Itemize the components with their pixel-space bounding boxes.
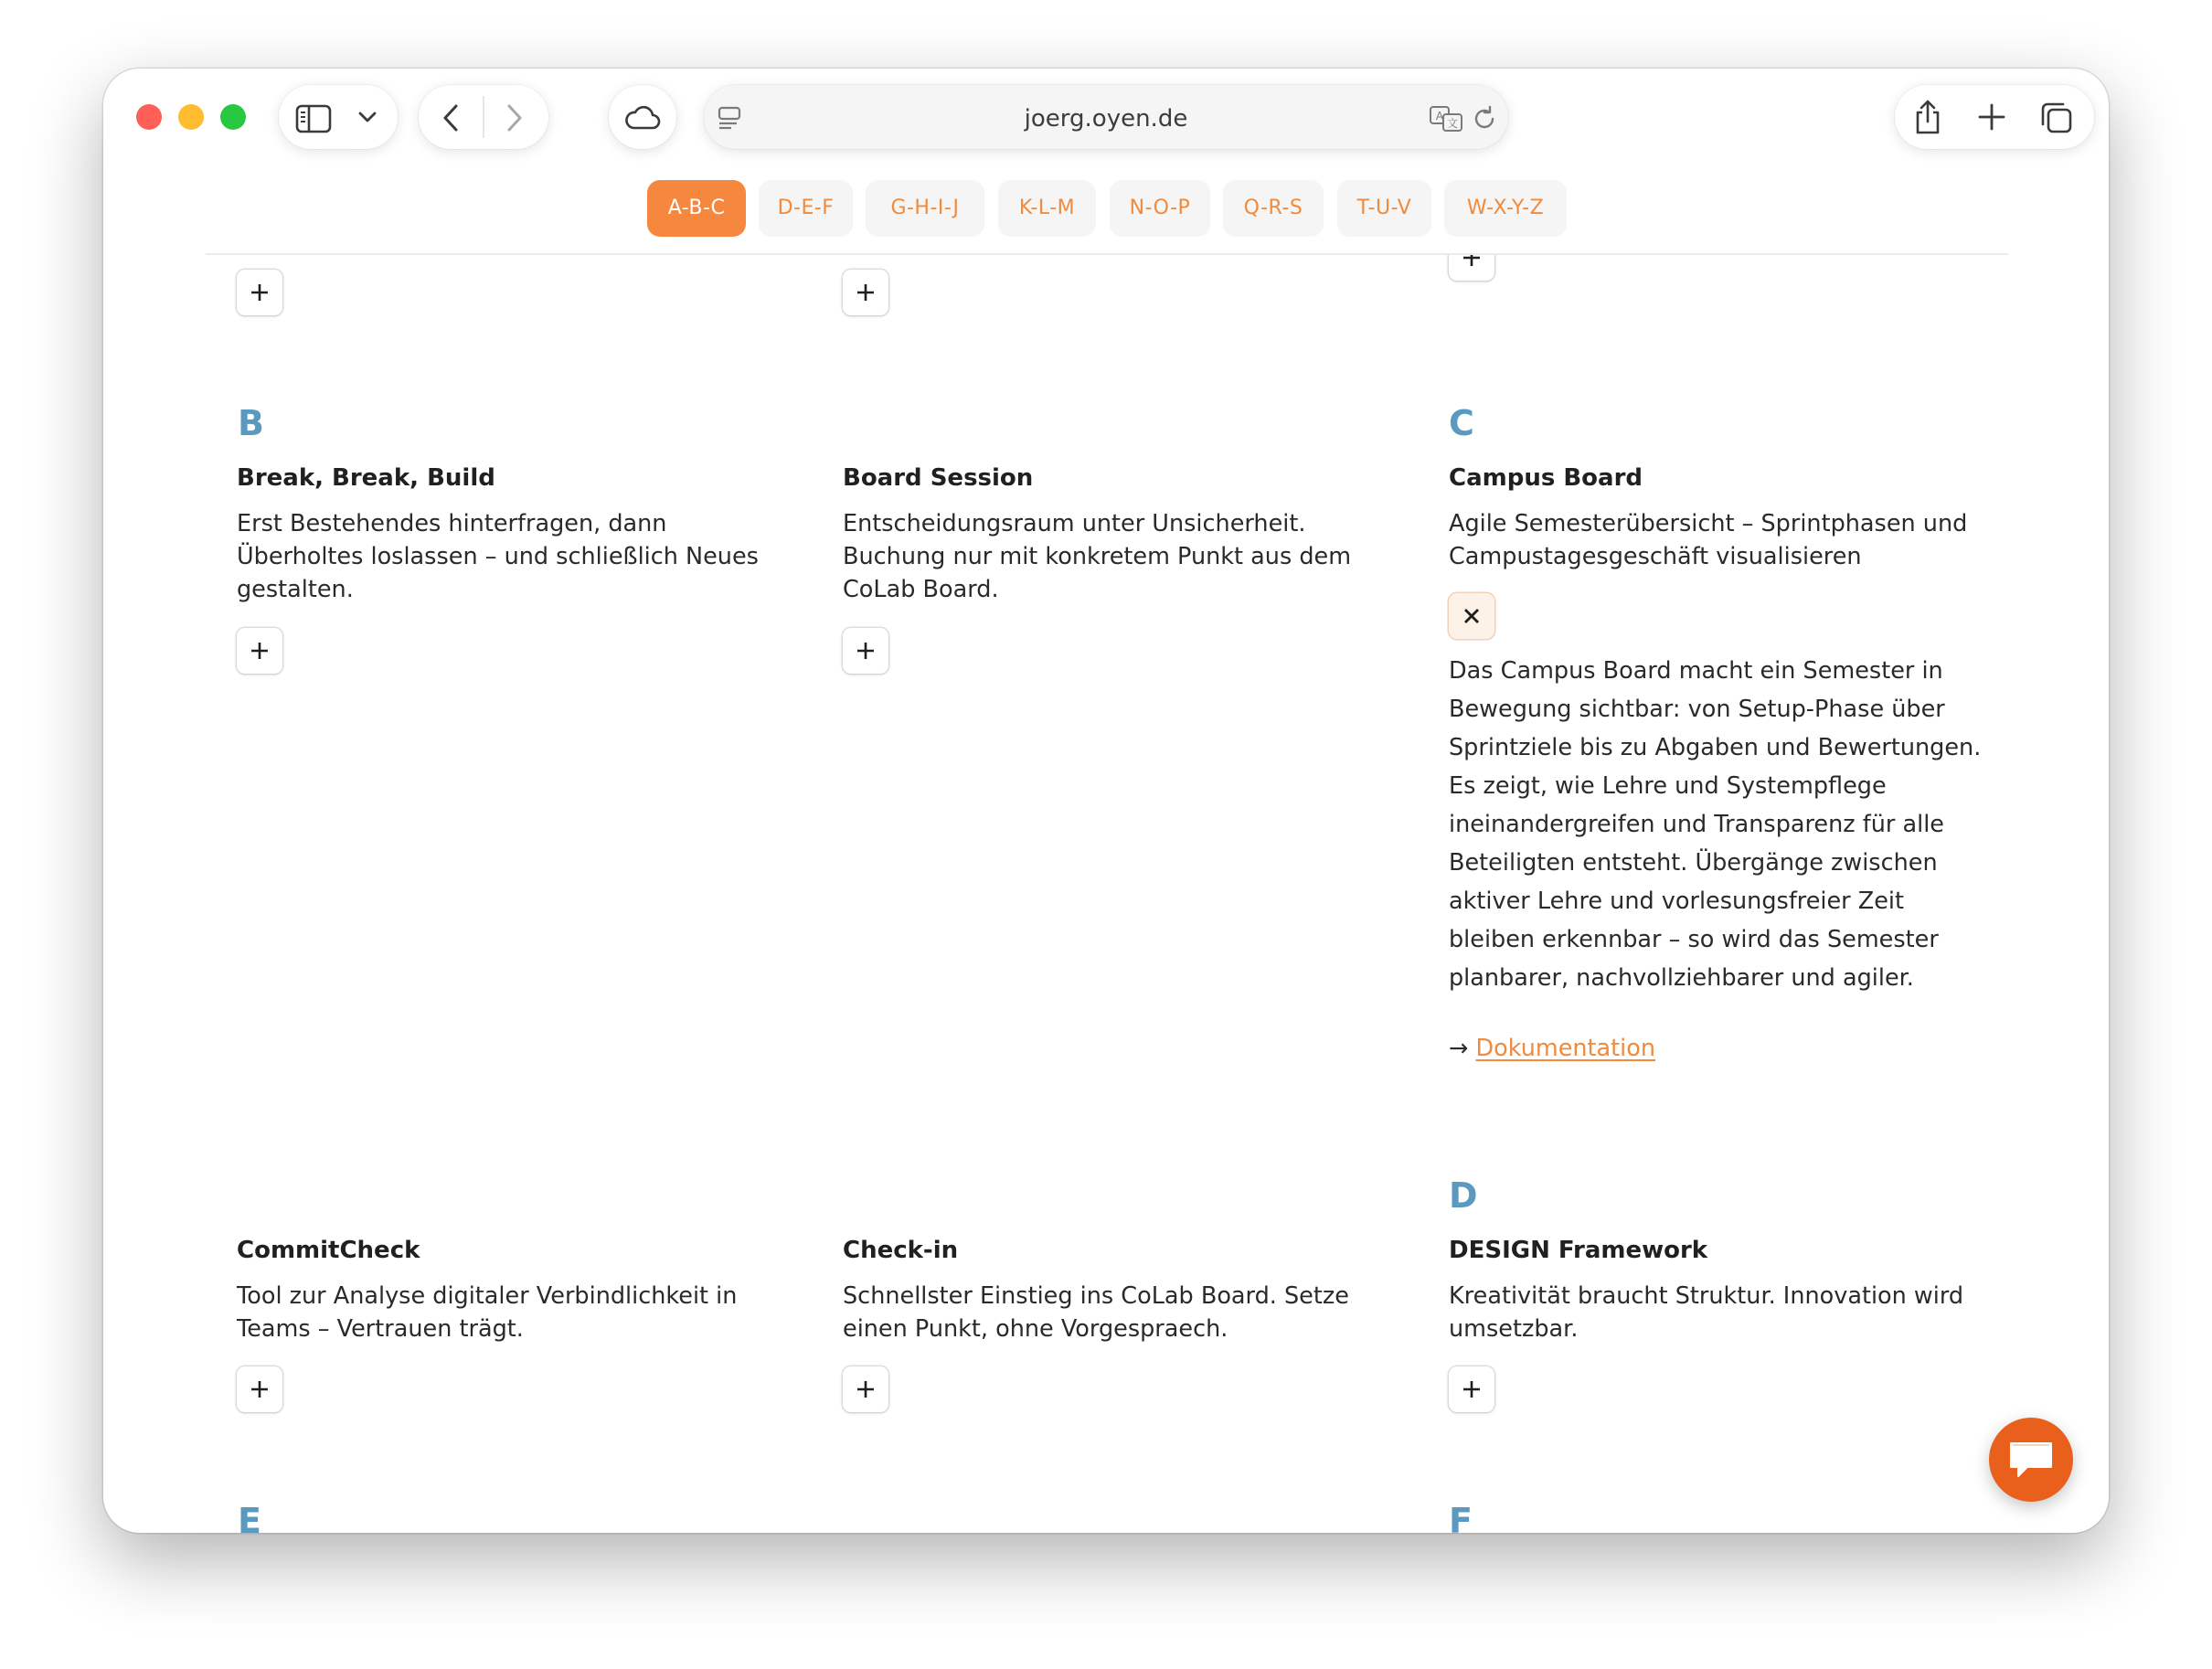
plus-icon (855, 1378, 877, 1400)
expand-button[interactable] (237, 628, 282, 674)
tab-a-b-c[interactable]: A-B-C (647, 180, 746, 237)
entry-title: CommitCheck (237, 1237, 420, 1264)
close-window-button[interactable] (136, 104, 162, 130)
reload-icon[interactable] (1471, 105, 1498, 133)
forward-icon[interactable] (503, 102, 526, 133)
plus-icon (855, 282, 877, 303)
expand-button[interactable] (237, 270, 282, 315)
plus-icon (1461, 1378, 1483, 1400)
chat-icon (2007, 1440, 2055, 1480)
plus-icon (1461, 255, 1483, 269)
tab-n-o-p[interactable]: N-O-P (1110, 180, 1210, 237)
entry-board-session (843, 462, 1382, 606)
url-text[interactable]: joerg.oyen.de (1024, 105, 1188, 133)
minimize-window-button[interactable] (178, 104, 204, 130)
entry-title: Campus Board (1449, 464, 1643, 492)
chevron-down-icon[interactable] (357, 110, 378, 124)
plus-icon (249, 640, 271, 662)
documentation-link[interactable]: Dokumentation (1475, 1035, 1656, 1062)
tabs-icon[interactable] (2039, 101, 2074, 135)
entry-description: Kreativität braucht Struktur. Innovation wird umsetzbar. (1449, 1282, 1964, 1343)
tab-t-u-v[interactable]: T-U-V (1337, 180, 1431, 237)
entry-break-break-build (237, 462, 776, 606)
section-letter-e: E (238, 1501, 261, 1533)
documentation-link-row (1449, 1032, 1655, 1065)
svg-text:文: 文 (1446, 117, 1459, 130)
entry-design-framework (1449, 1234, 1988, 1345)
plus-icon (249, 282, 271, 303)
svg-text:A: A (1435, 110, 1444, 122)
back-icon[interactable] (439, 102, 463, 133)
section-letter-f: F (1449, 1501, 1473, 1533)
nav-separator (483, 96, 484, 138)
tab-g-h-i-j[interactable]: G-H-I-J (866, 180, 984, 237)
expand-button[interactable] (843, 270, 888, 315)
entry-campus-board (1449, 462, 1988, 573)
cloud-icon[interactable] (624, 103, 661, 131)
glossary-content (103, 255, 2109, 1533)
entry-title: Board Session (843, 464, 1034, 492)
expand-button[interactable] (843, 1366, 888, 1412)
campus-board-details: Das Campus Board macht ein Semester in Bewegung sichtbar: von Setup-Phase über Sprintziele bis zu Abgaben und Bewertungen. Es zeigt, wie Lehre und Systempflege ineinandergreifen und Transparenz für alle Beteiligten entsteht. Übergänge zwischen aktiver Lehre und vorlesungsfreier Zeit bleiben erkennbar – so wird das Semester planbarer, nachvollziehbarer und agiler. (1449, 657, 1982, 992)
chat-button[interactable] (1989, 1418, 2073, 1502)
entry-commitcheck (237, 1234, 776, 1345)
section-letter-b: B (238, 403, 264, 443)
share-icon[interactable] (1911, 98, 1944, 136)
expand-button[interactable] (237, 1366, 282, 1412)
entry-description: Tool zur Analyse digitaler Verbindlichkeit in Teams – Vertrauen trägt. (237, 1282, 738, 1343)
translate-icon[interactable] (1429, 105, 1467, 133)
expand-button[interactable] (1449, 255, 1494, 281)
tab-q-r-s[interactable]: Q-R-S (1223, 180, 1324, 237)
tab-k-l-m[interactable]: K-L-M (998, 180, 1096, 237)
entry-description: Agile Semesterübersicht – Sprintphasen und Campustagesgeschäft visualisieren (1449, 510, 1968, 570)
entry-check-in (843, 1234, 1382, 1345)
section-letter-d: D (1449, 1175, 1478, 1216)
collapse-button[interactable] (1449, 593, 1494, 639)
plus-icon (249, 1378, 271, 1400)
sidebar-icon[interactable] (295, 104, 332, 133)
entry-description: Schnellster Einstieg ins CoLab Board. Setze einen Punkt, ohne Vorgespraech. (843, 1282, 1349, 1343)
browser-toolbar (103, 69, 2109, 169)
entry-title: Check-in (843, 1237, 959, 1264)
expand-button[interactable] (843, 628, 888, 674)
entry-description: Entscheidungsraum unter Unsicherheit. Buchung nur mit konkretem Punkt aus dem CoLab Board. (843, 510, 1352, 603)
section-letter-c: C (1449, 403, 1474, 443)
browser-window (103, 69, 2109, 1533)
entry-description: Erst Bestehendes hinterfragen, dann Überholtes loslassen – und schließlich Neues gestalten. (237, 510, 759, 603)
close-icon (1462, 606, 1482, 626)
tab-d-e-f[interactable]: D-E-F (759, 180, 853, 237)
arrow-right-icon: → (1449, 1035, 1469, 1062)
entry-title: DESIGN Framework (1449, 1237, 1708, 1264)
expand-button[interactable] (1449, 1366, 1494, 1412)
plus-icon[interactable] (1977, 102, 2006, 132)
zoom-window-button[interactable] (220, 104, 246, 130)
entry-title: Break, Break, Build (237, 464, 495, 492)
plus-icon (855, 640, 877, 662)
tab-w-x-y-z[interactable]: W-X-Y-Z (1444, 180, 1567, 237)
